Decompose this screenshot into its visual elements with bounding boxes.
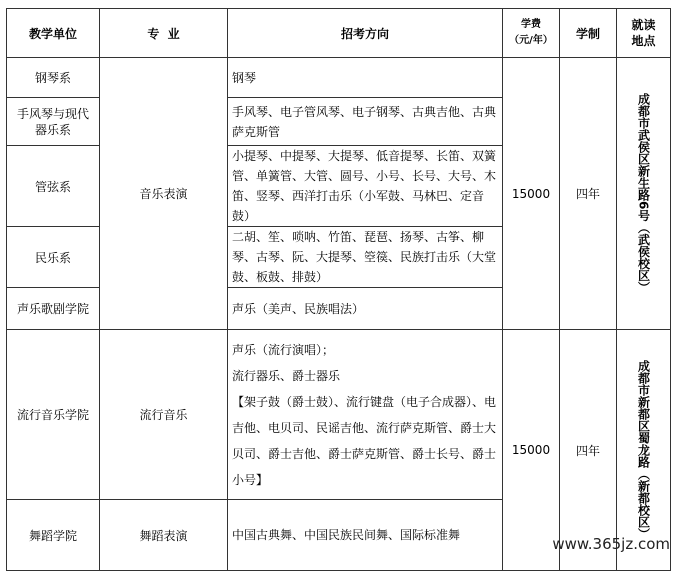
- header-unit: 教学单位: [7, 9, 100, 58]
- location-cell: [617, 58, 671, 330]
- direction-cell: 手风琴、电子管风琴、电子钢琴、古典吉他、古典萨克斯管: [228, 98, 503, 146]
- direction-cell: [228, 330, 503, 500]
- direction-cell: 中国古典舞、中国民族民间舞、国际标准舞: [228, 500, 503, 571]
- unit-cell: 舞蹈学院: [7, 500, 100, 571]
- location-text: 成都市新都区蜀龙路（新都校区）: [636, 360, 651, 540]
- fee-cell: 15000: [503, 58, 560, 330]
- major-cell: 流行音乐: [100, 330, 228, 500]
- header-row: [7, 9, 671, 58]
- direction-line: 流行器乐、爵士器乐: [232, 368, 341, 383]
- header-fee-label: 学费: [521, 19, 541, 30]
- direction-line: 【架子鼓（爵士鼓）、流行键盘（电子合成器）、电吉他、电贝司、民谣吉他、流行萨克斯管、爵士大贝司、爵士吉他、爵士萨克斯管、爵士长号、爵士小号】: [232, 394, 497, 487]
- major-cell: 舞蹈表演: [100, 500, 228, 571]
- unit-cell: 民乐系: [7, 227, 100, 288]
- unit-cell: 声乐歌剧学院: [7, 288, 100, 330]
- direction-cell: 钢琴: [228, 58, 503, 98]
- direction-line: 声乐（流行演唱）；: [232, 342, 335, 357]
- direction-cell: 小提琴、中提琴、大提琴、低音提琴、长笛、双簧管、单簧管、大管、圆号、小号、长号、大号、木笛、竖琴、西洋打击乐（小军鼓、马林巴、定音鼓）: [228, 146, 503, 227]
- watermark: www.365jz.com: [552, 535, 670, 553]
- unit-cell: 流行音乐学院: [7, 330, 100, 500]
- header-duration: 学制: [560, 9, 617, 58]
- enrollment-table: [6, 8, 671, 571]
- header-location-line2: 地点: [631, 34, 656, 48]
- header-direction: 招考方向: [228, 9, 503, 58]
- header-major: 专 业: [100, 9, 228, 58]
- fee-cell: 15000: [503, 330, 560, 571]
- major-cell: 音乐表演: [100, 58, 228, 330]
- unit-cell: 管弦系: [7, 146, 100, 227]
- direction-cell: 声乐（美声、民族唱法）: [228, 288, 503, 330]
- direction-cell: 二胡、笙、唢呐、竹笛、琵琶、扬琴、古筝、柳琴、古琴、阮、大提琴、箜篌、民族打击乐（大堂鼓、板鼓、排鼓）: [228, 227, 503, 288]
- table-row: [7, 330, 671, 500]
- location-text: 成都市武侯区新生路6号（武侯校区）: [636, 93, 651, 294]
- unit-cell: 钢琴系: [7, 58, 100, 98]
- duration-cell: 四年: [560, 58, 617, 330]
- header-location-line1: 就读: [631, 18, 656, 32]
- unit-cell: [7, 98, 100, 146]
- duration-cell: 四年: [560, 330, 617, 571]
- table-row: [7, 58, 671, 98]
- header-fee: [503, 9, 560, 58]
- unit-text: 手风琴与现代器乐系: [17, 106, 90, 137]
- header-fee-unit: （元/年）: [509, 35, 553, 46]
- header-location: [617, 9, 671, 58]
